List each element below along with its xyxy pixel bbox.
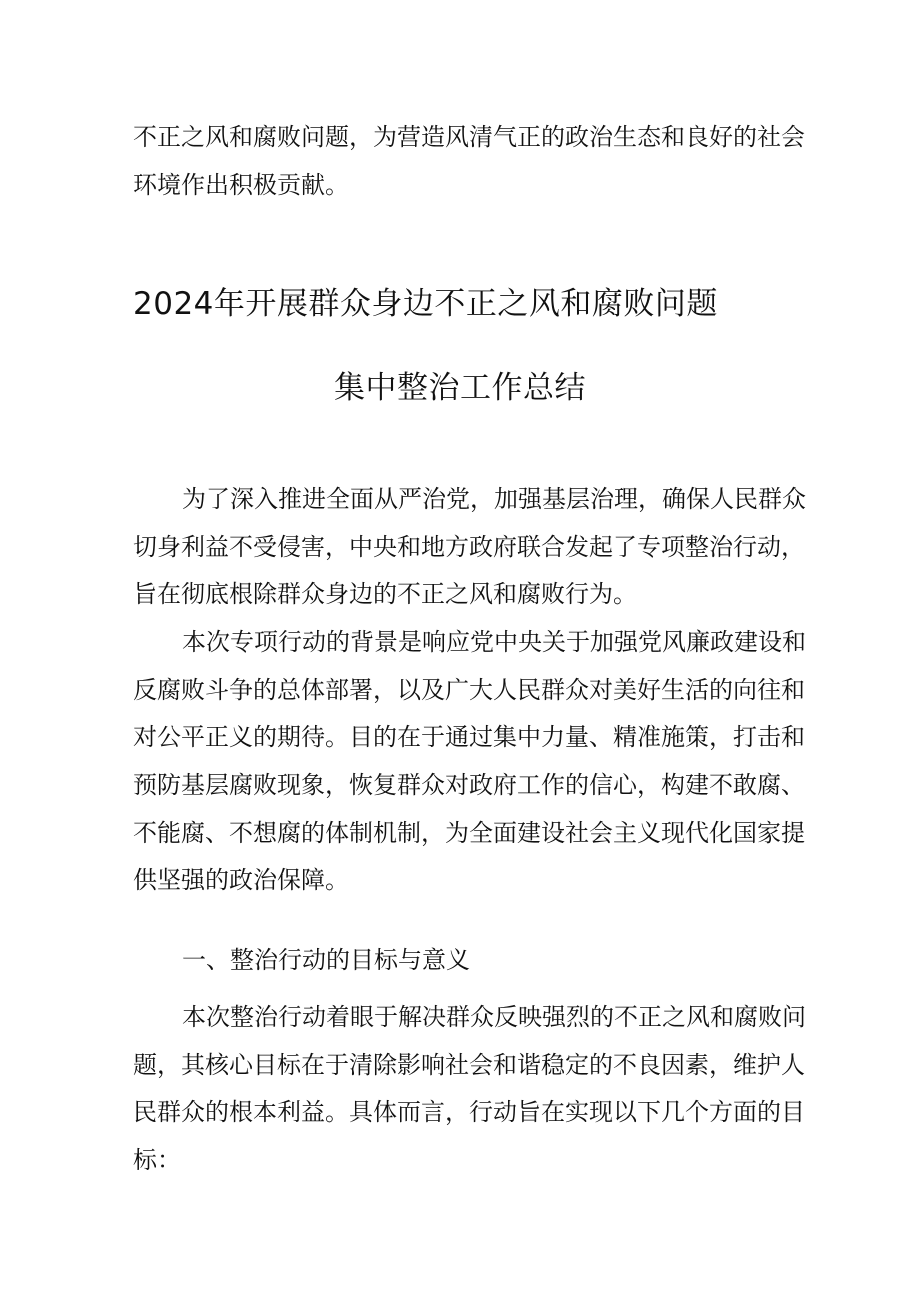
paragraph-line: 标： <box>133 1146 181 1174</box>
paragraph-line: 预防基层腐败现象，恢复群众对政府工作的信心，构建不敢腐、 <box>133 771 805 799</box>
paragraph-line: 不正之风和腐败问题，为营造风清气正的政治生态和良好的社会 <box>133 123 805 151</box>
paragraph-line: 为了深入推进全面从严治党，加强基层治理，确保人民群众 <box>182 485 806 513</box>
paragraph-line: 旨在彻底根除群众身边的不正之风和腐败行为。 <box>133 580 637 608</box>
section-heading: 一、整治行动的目标与意义 <box>182 946 470 974</box>
paragraph-line: 题，其核心目标在于清除影响社会和谐稳定的不良因素，维护人 <box>133 1051 805 1079</box>
paragraph-line: 民群众的根本利益。具体而言，行动旨在实现以下几个方面的目 <box>133 1098 805 1126</box>
paragraph-line: 本次整治行动着眼于解决群众反映强烈的不正之风和腐败问 <box>182 1003 806 1031</box>
paragraph-line: 本次专项行动的背景是响应党中央关于加强党风廉政建设和 <box>182 628 806 656</box>
paragraph-line: 供坚强的政治保障。 <box>133 866 349 894</box>
paragraph-line: 切身利益不受侵害，中央和地方政府联合发起了专项整治行动， <box>133 533 805 561</box>
paragraph-line: 反腐败斗争的总体部署，以及广大人民群众对美好生活的向往和 <box>133 676 805 704</box>
paragraph-line: 不能腐、不想腐的体制机制，为全面建设社会主义现代化国家提 <box>133 819 805 847</box>
document-title-line1: 2024年开展群众身边不正之风和腐败问题 <box>133 286 718 322</box>
paragraph-line: 对公平正义的期待。目的在于通过集中力量、精准施策，打击和 <box>133 723 805 751</box>
document-title-line2: 集中整治工作总结 <box>334 370 586 406</box>
paragraph-line: 环境作出积极贡献。 <box>133 171 349 199</box>
